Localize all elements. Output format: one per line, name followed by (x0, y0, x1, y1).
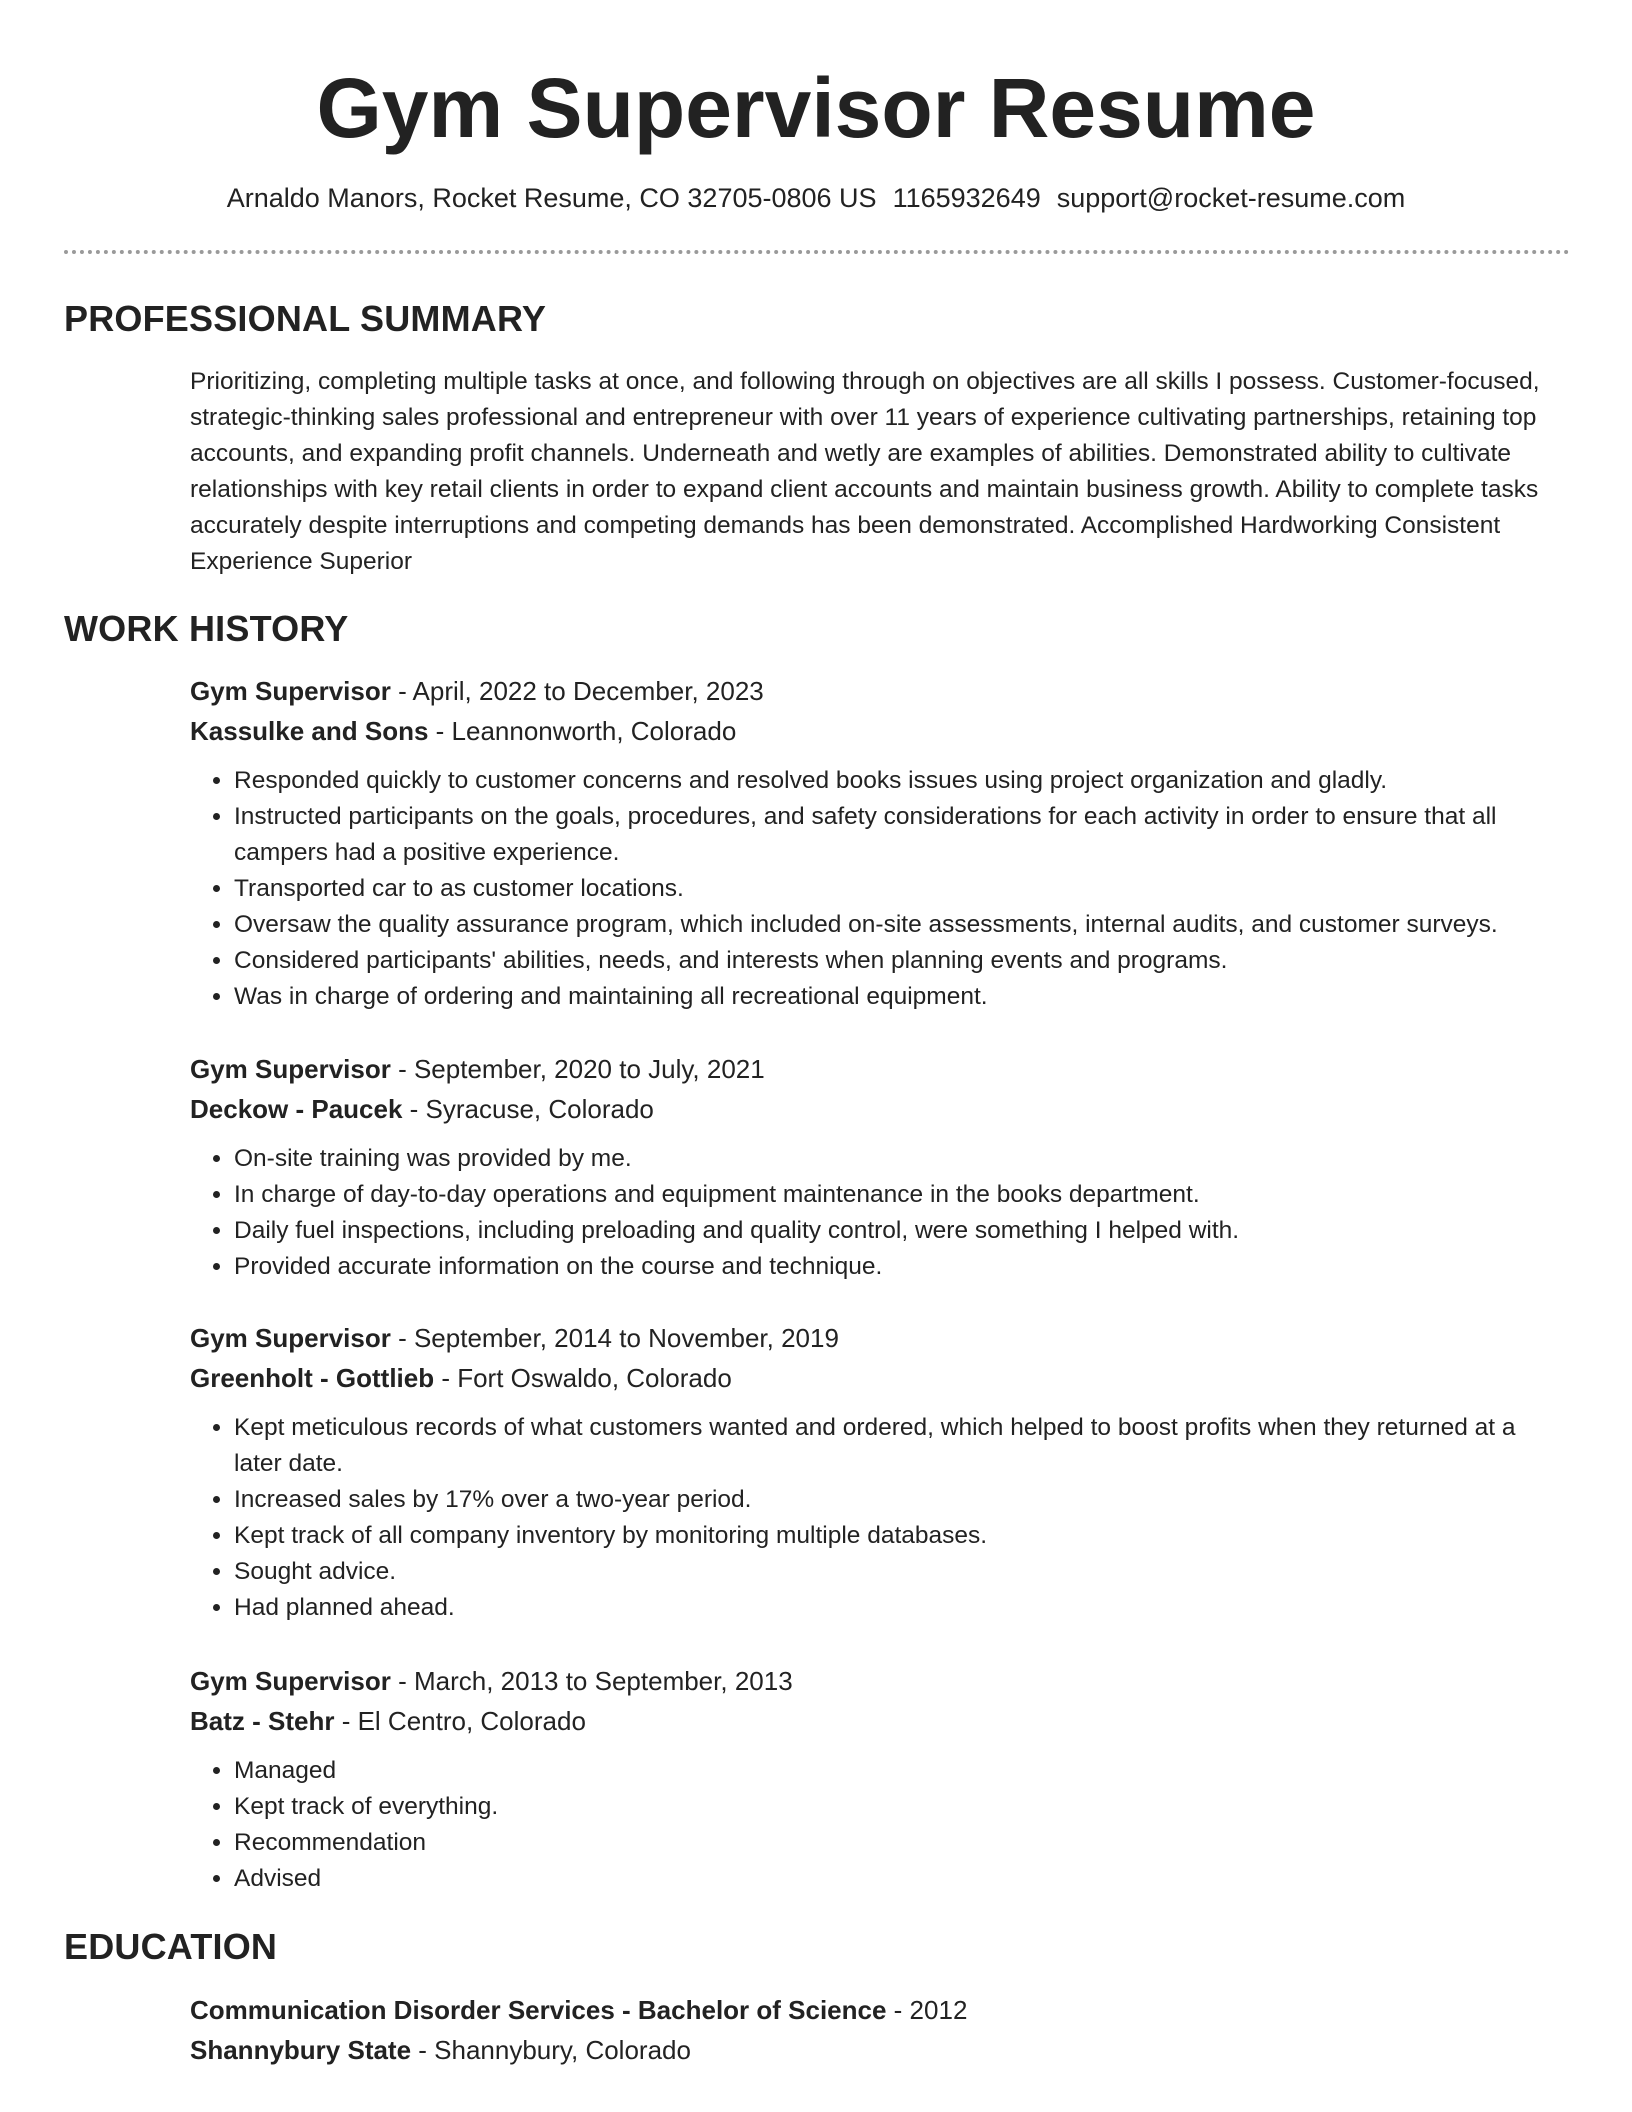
job-bullet: • Instructed participants on the goals, procedures, and safety considerations for each activity in order to ensure that all campers had a positive experience. (234, 799, 1560, 871)
job-company-line (190, 711, 1560, 751)
job-bullet: • Advised (234, 1861, 1560, 1897)
education-year: - 2012 (886, 1995, 968, 2025)
job-bullet: • On-site training was provided by me. (234, 1141, 1560, 1177)
job-dates: - March, 2013 to September, 2013 (390, 1666, 793, 1696)
job-company-line (190, 1701, 1560, 1741)
job-bullets (190, 1141, 1560, 1285)
job-entry (190, 1661, 1560, 1897)
summary-heading: PROFESSIONAL SUMMARY (64, 298, 547, 339)
summary-section (64, 297, 1570, 341)
job-dates: - September, 2020 to July, 2021 (390, 1054, 765, 1084)
job-location: - Syracuse, Colorado (402, 1094, 654, 1124)
job-bullet: • Was in charge of ordering and maintaining all recreational equipment. (234, 979, 1560, 1015)
job-entry (190, 1318, 1560, 1626)
job-bullet: • Responded quickly to customer concerns and resolved books issues using project organization and gladly. (234, 763, 1560, 799)
education-location: - Shannybury, Colorado (411, 2035, 691, 2065)
job-title: Gym Supervisor (190, 676, 391, 706)
job-company: Batz - Stehr (190, 1706, 335, 1736)
education-degree-line (190, 1990, 1560, 2030)
resume-title: Gym Supervisor Resume (316, 61, 1316, 155)
job-entry (190, 1049, 1560, 1285)
job-title-line (190, 1661, 1560, 1701)
job-dates: - September, 2014 to November, 2019 (390, 1323, 839, 1353)
job-company: Greenholt - Gottlieb (190, 1363, 435, 1393)
job-company: Kassulke and Sons (190, 716, 429, 746)
job-bullet: • Kept meticulous records of what customers wanted and ordered, which helped to boost profits when they returned at a later date. (234, 1410, 1560, 1482)
job-title: Gym Supervisor (190, 1666, 391, 1696)
education-section (64, 1925, 1570, 1969)
job-bullet: • In charge of day-to-day operations and equipment maintenance in the books department. (234, 1177, 1560, 1213)
job-company: Deckow - Paucek (190, 1094, 403, 1124)
job-bullet: • Increased sales by 17% over a two-year period. (234, 1482, 1560, 1518)
job-title-line (190, 1318, 1560, 1358)
job-entry (190, 671, 1560, 1015)
job-bullet: • Kept track of everything. (234, 1789, 1560, 1825)
education-school-line (190, 2030, 1560, 2070)
job-bullet: • Managed (234, 1753, 1560, 1789)
job-bullets (190, 1410, 1560, 1626)
education-heading: EDUCATION (64, 1926, 278, 1967)
summary-body (190, 364, 1560, 580)
work-section (64, 607, 1570, 651)
job-location: - El Centro, Colorado (334, 1706, 586, 1736)
contact-email: support@rocket-resume.com (1056, 183, 1406, 213)
job-title: Gym Supervisor (190, 1323, 391, 1353)
job-title-line (190, 671, 1560, 711)
summary-text: Prioritizing, completing multiple tasks at once, and following through on objectives are all skills I possess. Customer-focused, strategic-thinking sales professional and entrepreneur with over 11 years of experience cultivating partnerships, retaining top accounts, and expanding profit channels. Underneath and wetly are examples of abilities. Demonstrated ability to cultivate relationships with key retail clients in order to expand client accounts and maintain business growth. Ability to complete tasks accurately despite interruptions and competing demands has been demonstrated. Accomplished Hardworking Consistent Experience Superior (190, 368, 1540, 575)
education-degree: Communication Disorder Services - Bachelor of Science (190, 1995, 887, 2025)
job-bullet: • Daily fuel inspections, including preloading and quality control, were something I helped with. (234, 1213, 1560, 1249)
contact-line (0, 180, 1632, 216)
job-bullet: • Oversaw the quality assurance program, which included on-site assessments, internal audits, and customer surveys. (234, 907, 1560, 943)
contact-phone: 1165932649 (892, 183, 1041, 213)
work-heading: WORK HISTORY (64, 608, 349, 649)
education-entry (190, 1990, 1560, 2070)
job-bullet: • Kept track of all company inventory by monitoring multiple databases. (234, 1518, 1560, 1554)
header-divider (64, 250, 1570, 254)
job-dates: - April, 2022 to December, 2023 (390, 676, 764, 706)
job-company-line (190, 1358, 1560, 1398)
job-title-line (190, 1049, 1560, 1089)
job-bullet: • Had planned ahead. (234, 1590, 1560, 1626)
job-company-line (190, 1089, 1560, 1129)
job-bullet: • Recommendation (234, 1825, 1560, 1861)
job-bullet: • Transported car to as customer locations. (234, 871, 1560, 907)
job-title: Gym Supervisor (190, 1054, 391, 1084)
job-bullet: • Considered participants' abilities, needs, and interests when planning events and programs. (234, 943, 1560, 979)
job-location: - Fort Oswaldo, Colorado (434, 1363, 732, 1393)
contact-address: Arnaldo Manors, Rocket Resume, CO 32705-0806 US (226, 183, 877, 213)
job-bullet: • Sought advice. (234, 1554, 1560, 1590)
job-bullets (190, 763, 1560, 1015)
job-bullets (190, 1753, 1560, 1897)
job-location: - Leannonworth, Colorado (428, 716, 737, 746)
education-school: Shannybury State (190, 2035, 412, 2065)
job-bullet: • Provided accurate information on the course and technique. (234, 1249, 1560, 1285)
